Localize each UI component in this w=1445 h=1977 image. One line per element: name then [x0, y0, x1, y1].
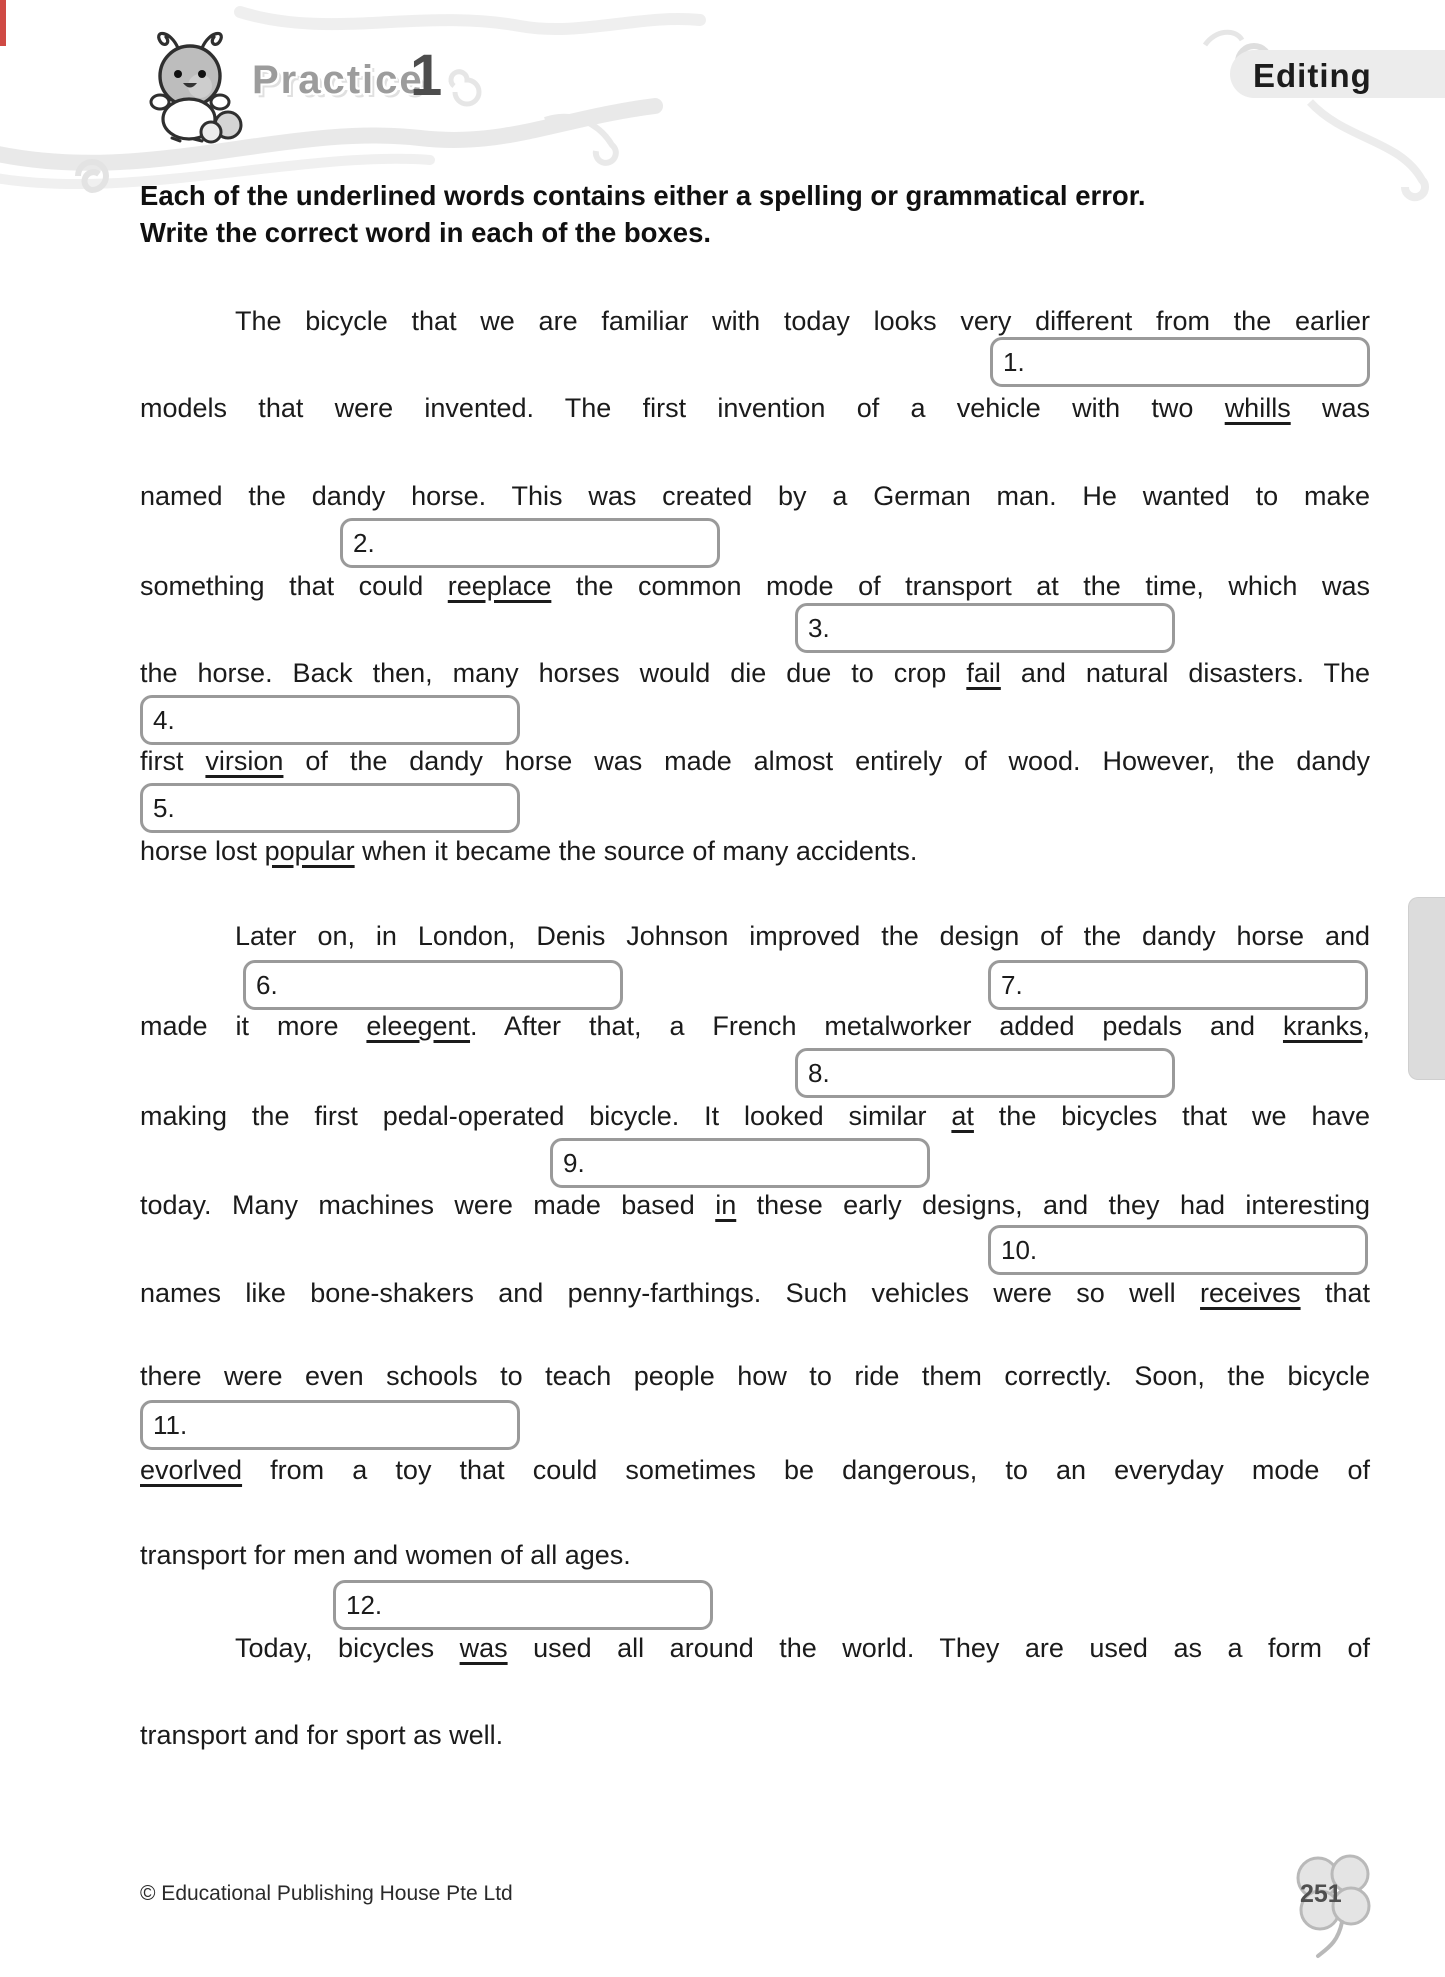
answer-box-9[interactable] — [550, 1138, 930, 1188]
answer-box-number: 7. — [1001, 970, 1023, 1000]
practice-number: 1 — [410, 43, 443, 108]
passage-text: . After that, a French metalworker added pedals and — [470, 1011, 1283, 1041]
instructions-line-2: Write the correct word in each of the boxes. — [140, 217, 712, 248]
passage-text: making the first pedal-operated bicycle. It looked similar — [140, 1101, 952, 1131]
answer-box-10[interactable] — [988, 1225, 1368, 1275]
error-word: virsion — [205, 746, 284, 776]
answer-box-number: 11. — [153, 1410, 188, 1440]
error-word: reeplace — [447, 571, 552, 601]
passage-line — [140, 1188, 1370, 1222]
practice-label: Practice — [252, 58, 424, 102]
error-word: evorlved — [140, 1455, 243, 1485]
passage-line — [140, 1276, 1370, 1310]
passage-line — [140, 834, 1370, 868]
passage-line — [140, 1453, 1370, 1487]
answer-box-6[interactable] — [243, 960, 623, 1010]
error-word: whills — [1224, 393, 1291, 423]
answer-box-number: 2. — [353, 528, 375, 558]
answer-box-number: 5. — [153, 793, 175, 823]
passage-text: the horse. Back then, many horses would die due to crop — [140, 658, 967, 688]
instructions-line-1: Each of the underlined words contains either a spelling or grammatical error. — [140, 180, 1146, 211]
copyright-text: © Educational Publishing House Pte Ltd — [140, 1882, 513, 1905]
passage-text: when it became the source of many accidents. — [354, 836, 918, 866]
answer-box-number: 3. — [808, 613, 830, 643]
passage-text: was — [1290, 393, 1370, 423]
answer-box-4[interactable] — [140, 695, 520, 745]
answer-box-5[interactable] — [140, 783, 520, 833]
passage-text: of the dandy horse was made almost entirely of wood. However, the dandy — [283, 746, 1370, 776]
error-word: kranks — [1282, 1011, 1363, 1041]
passage-text: names like bone-shakers and penny-farthings. Such vehicles were so well — [140, 1278, 1201, 1308]
passage-line — [140, 1359, 1370, 1393]
answer-box-number: 6. — [256, 970, 278, 1000]
passage-text: horse lost — [140, 836, 265, 866]
passage-text: today. Many machines were made based — [140, 1190, 716, 1220]
answer-box-3[interactable] — [795, 603, 1175, 653]
passage-text: , — [1362, 1011, 1371, 1041]
passage-text: models that were invented. The first invention of a vehicle with two — [140, 393, 1225, 423]
answer-box-number: 1. — [1003, 347, 1025, 377]
passage-text: and natural disasters. The — [1000, 658, 1370, 688]
passage-text: the common mode of transport at the time, which was — [551, 571, 1370, 601]
passage-line — [140, 1009, 1370, 1043]
answer-box-12[interactable] — [333, 1580, 713, 1630]
passage-line — [140, 744, 1370, 778]
caterpillar-mascot — [138, 22, 250, 144]
answer-box-number: 12. — [346, 1590, 383, 1620]
page-edge-mark — [0, 0, 6, 46]
passage-text: that — [1300, 1278, 1370, 1308]
answer-box-number: 9. — [563, 1148, 585, 1178]
passage-text: The bicycle that we are familiar with today looks very different from the earlier — [235, 306, 1370, 336]
error-word: at — [951, 1101, 974, 1131]
answer-box-number: 8. — [808, 1058, 830, 1088]
error-word: fail — [966, 658, 1001, 688]
topic-label: Editing — [1253, 57, 1372, 94]
passage-line — [140, 569, 1370, 603]
answer-box-number: 4. — [153, 705, 175, 735]
passage-text: named the dandy horse. This was created by a German man. He wanted to make — [140, 481, 1370, 511]
passage-text: first — [140, 746, 206, 776]
page-number-flower — [1278, 1846, 1390, 1964]
passage-text: Today, bicycles — [235, 1633, 460, 1663]
passage-text: from a toy that could sometimes be dangerous, to an everyday mode of — [242, 1455, 1370, 1485]
error-word: popular — [264, 836, 355, 866]
passage-text: these early designs, and they had interesting — [736, 1190, 1370, 1220]
page-number: 251 — [1300, 1880, 1342, 1908]
passage-line — [140, 1631, 1370, 1665]
passage-text: made it more — [140, 1011, 367, 1041]
answer-box-1[interactable] — [990, 337, 1370, 387]
answer-box-8[interactable] — [795, 1048, 1175, 1098]
passage-text: there were even schools to teach people how to ride them correctly. Soon, the bicycle — [140, 1361, 1370, 1391]
passage-line — [140, 1538, 1370, 1572]
passage-text: something that could — [140, 571, 448, 601]
passage-text: the bicycles that we have — [973, 1101, 1371, 1131]
passage-line — [140, 1718, 1370, 1752]
answer-box-number: 10. — [1001, 1235, 1038, 1265]
error-word: was — [459, 1633, 508, 1663]
passage-line — [140, 479, 1370, 513]
passage-line — [140, 656, 1370, 690]
error-word: receives — [1200, 1278, 1301, 1308]
answer-box-2[interactable] — [340, 518, 720, 568]
answer-box-11[interactable] — [140, 1400, 520, 1450]
page-side-tab — [1408, 897, 1445, 1080]
passage-text: transport and for sport as well. — [140, 1720, 504, 1750]
passage-line — [140, 304, 1370, 338]
error-word: in — [715, 1190, 737, 1220]
passage-line — [140, 919, 1370, 953]
passage-line — [140, 1099, 1370, 1133]
passage-line — [140, 391, 1370, 425]
passage-text: Later on, in London, Denis Johnson improved the design of the dandy horse and — [235, 921, 1370, 951]
answer-box-7[interactable] — [988, 960, 1368, 1010]
error-word: eleegent — [366, 1011, 471, 1041]
passage-text: used all around the world. They are used as a form of — [507, 1633, 1371, 1663]
passage-text: transport for men and women of all ages. — [140, 1540, 631, 1570]
